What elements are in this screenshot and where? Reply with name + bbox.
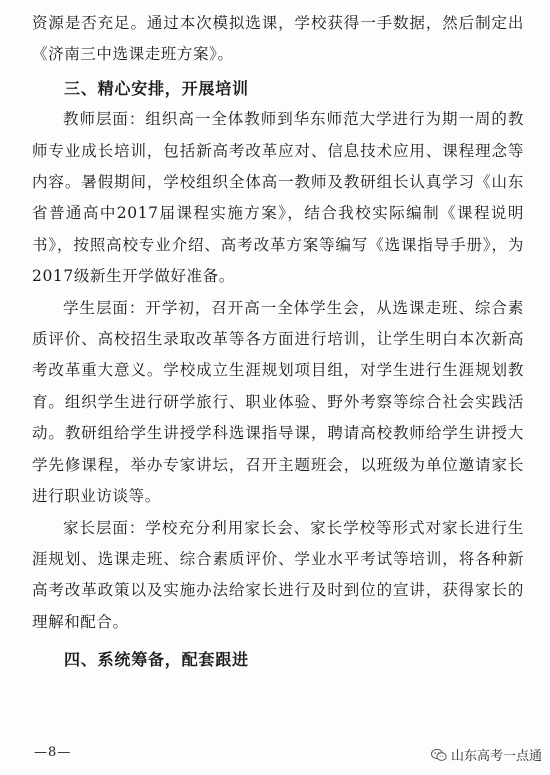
students-lead: 学生层面：: [63, 298, 146, 317]
parents-lead: 家长层面：: [63, 518, 146, 537]
students-text: 开学初，召开高一全体学生会，从选课走班、综合素质评价、高校招生录取改革等各方面进行培训，让学生明白本次新高考改革重大意义。学校成立生涯规划项目组，对学生进行生涯规划教育。组织学生进行研学旅行、职业体验、野外考察等综合社会实践活动。教研组给学生讲授学科选课指导课，聘请高校教师给学生讲授大学先修课程，举办专家讲坛，召开主题班会，以班级为单位邀请家长进行职业访谈等。: [32, 298, 524, 506]
paragraph-teachers: [32, 104, 524, 292]
section-heading-3: 三、精心安排，开展培训: [64, 78, 249, 98]
teachers-lead: 教师层面：: [63, 110, 146, 129]
parents-text: 学校充分利用家长会、家长学校等形式对家长进行生涯规划、选课走班、综合素质评价、学业水平考试等培训，将各种新高考改革政策以及实施办法给家长进行及时到位的宣讲，获得家长的理解和配合。: [32, 518, 524, 631]
paragraph-students: [32, 293, 524, 513]
teachers-text: 组织高一全体教师到华东师范大学进行为期一周的教师专业成长培训，包括新高考改革应对、信息技术应用、课程理念等内容。暑假期间，学校组织全体高一教师及教研组长认真学习《山东省普通高中2017届课程实施方案》，结合我校实际编制《课程说明书》，按照高校专业介绍、高考改革方案等编写《选课指导手册》，为2017级新生开学做好准备。: [32, 110, 524, 286]
section-heading-4: 四、系统筹备，配套跟进: [64, 650, 249, 670]
watermark-text: 山东高考一点通: [450, 749, 542, 764]
page-number: —8—: [34, 745, 72, 760]
paragraph-continuation: 资源是否充足。通过本次模拟选课，学校获得一手数据，然后制定出《济南三中选课走班方案》。: [32, 14, 524, 64]
document-body: [32, 8, 524, 676]
watermark: [431, 745, 542, 764]
wechat-icon: [431, 748, 447, 762]
paragraph-parents: [32, 513, 524, 639]
